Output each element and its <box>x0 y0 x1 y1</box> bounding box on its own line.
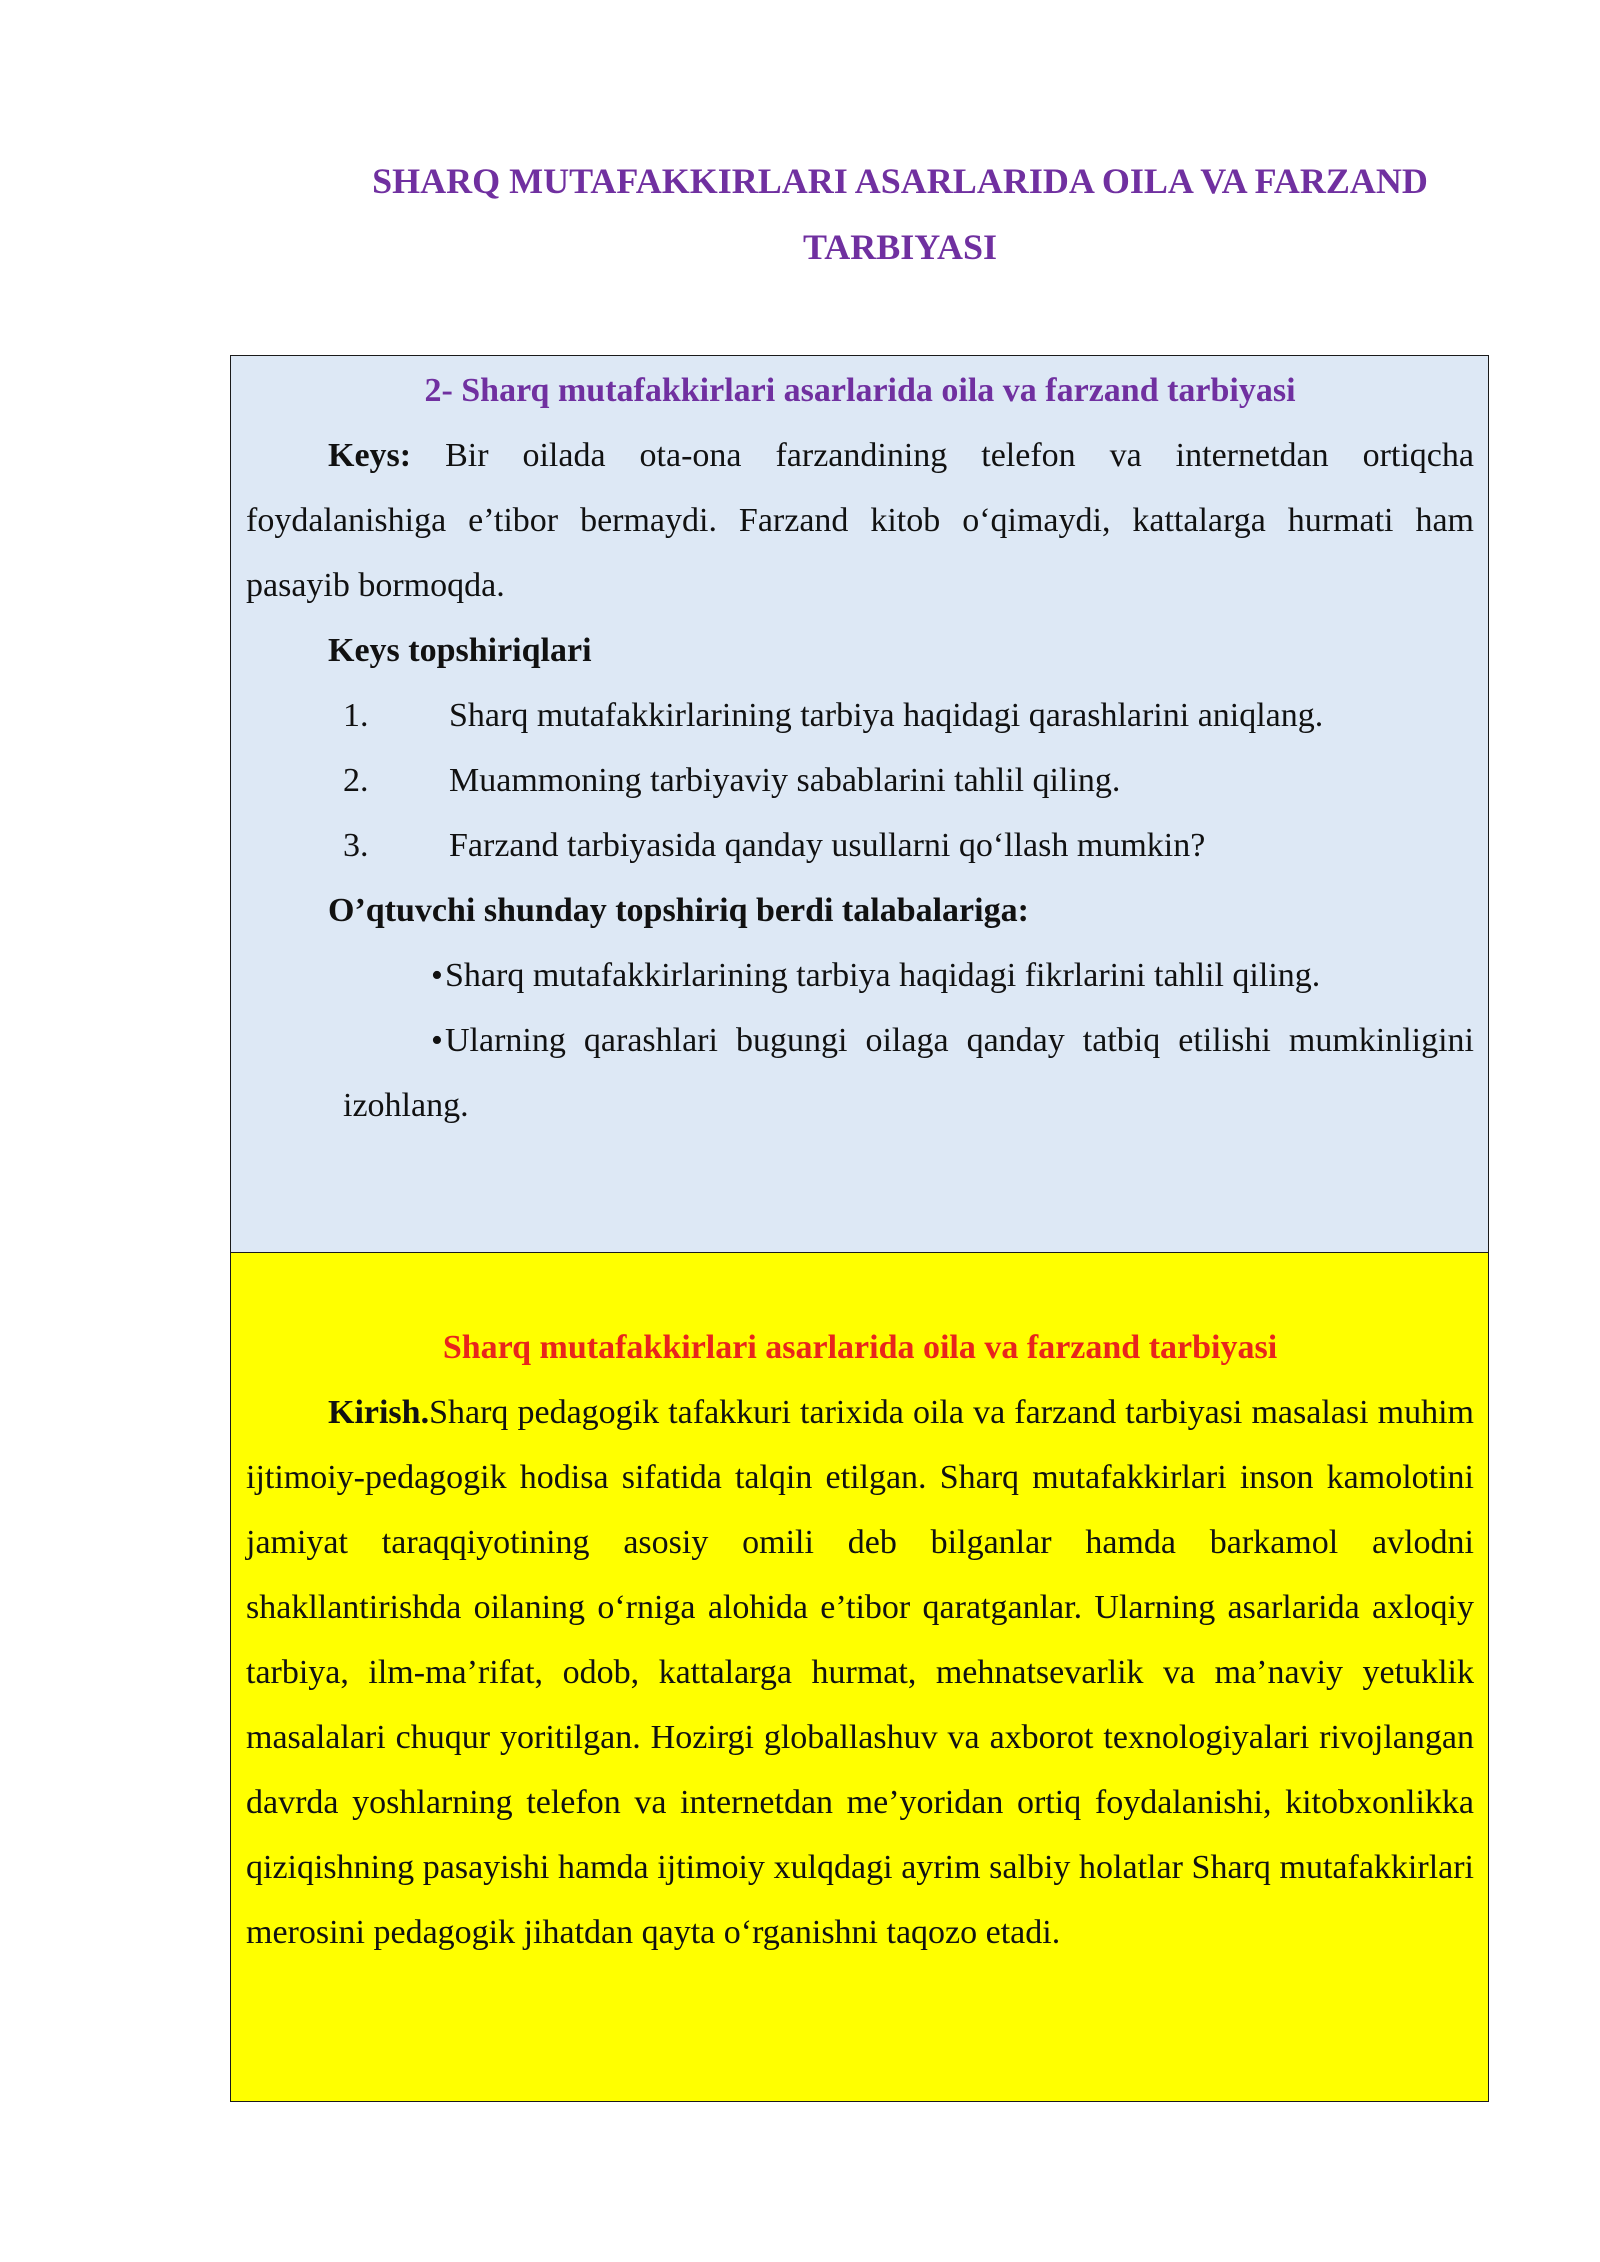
task-text: Sharq mutafakkirlarining tarbiya haqidagi qarashlarini aniqlang. <box>449 697 1324 734</box>
bullet-item <box>343 943 1474 1008</box>
task-number: 1. <box>343 697 369 734</box>
task-item <box>343 683 1474 748</box>
intro-label: Kirish. <box>328 1394 430 1431</box>
bullet-text: Ularning qarashlari bugungi oilaga qanday tatbiq etilishi mumkinligini izohlang. <box>343 1022 1474 1124</box>
bullet-dot-icon: • <box>431 957 443 994</box>
task-list <box>246 683 1474 878</box>
task-item <box>343 748 1474 813</box>
case-label: Keys: <box>328 437 412 474</box>
bullet-text: Sharq mutafakkirlarining tarbiya haqidagi fikrlarini tahlil qiling. <box>445 957 1321 994</box>
bullet-item <box>343 1008 1474 1138</box>
task-text: Farzand tarbiyasida qanday usullarni qo‘llash mumkin? <box>449 827 1206 864</box>
intro-paragraph <box>246 1380 1474 1965</box>
task-number: 2. <box>343 762 369 799</box>
task-item <box>343 813 1474 878</box>
case-study-box <box>230 355 1489 1253</box>
case-paragraph <box>246 423 1474 618</box>
case-study-heading: 2- Sharq mutafakkirlari asarlarida oila va farzand tarbiyasi <box>424 372 1296 409</box>
intro-text: Sharq pedagogik tafakkuri tarixida oila va farzand tarbiyasi masalasi muhim ijtimoiy-pedagogik hodisa sifatida talqin etilgan. Sharq mutafakkirlari inson kamolotini jamiyat taraqqiyotining asosiy omili deb bilganlar hamda barkamol avlodni shakllantirishda oilaning o‘rniga alohida e’tibor qaratganlar. Ularning asarlarida axloqiy tarbiya, ilm-ma’rifat, odob, kattalarga hurmat, mehnatsevarlik va ma’naviy yetuklik masalalari chuqur yoritilgan. Hozirgi globallashuv va axborot texnologiyalari rivojlangan davrda yoshlarning telefon va internetdan me’yoridan ortiq foydalanishi, kitobxonlikka qiziqishning pasayishi hamda ijtimoiy xulqdagi ayrim salbiy holatlar Sharq mutafakkirlari merosini pedagogik jihatdan qayta o‘rganishni taqozo etadi. <box>246 1394 1474 1951</box>
assignment-bullet-list <box>246 943 1474 1138</box>
answer-heading: Sharq mutafakkirlari asarlarida oila va farzand tarbiyasi <box>442 1329 1278 1366</box>
tasks-heading: Keys topshiriqlari <box>328 632 592 669</box>
document-title: SHARQ MUTAFAKKIRLARI ASARLARIDA OILA VA FARZAND TARBIYASI <box>372 161 1428 267</box>
task-text: Muammoning tarbiyaviy sabablarini tahlil qiling. <box>449 762 1121 799</box>
case-text: Bir oilada ota-ona farzandining telefon va internetdan ortiqcha foydalanishiga e’tibor bermaydi. Farzand kitob o‘qimaydi, kattalarga hurmati ham pasayib bormoqda. <box>246 437 1474 604</box>
task-number: 3. <box>343 827 369 864</box>
teacher-assignment-heading: O’qtuvchi shunday topshiriq berdi talabalariga: <box>328 892 1029 929</box>
bullet-dot-icon: • <box>431 1022 443 1059</box>
answer-box <box>230 1252 1489 2102</box>
